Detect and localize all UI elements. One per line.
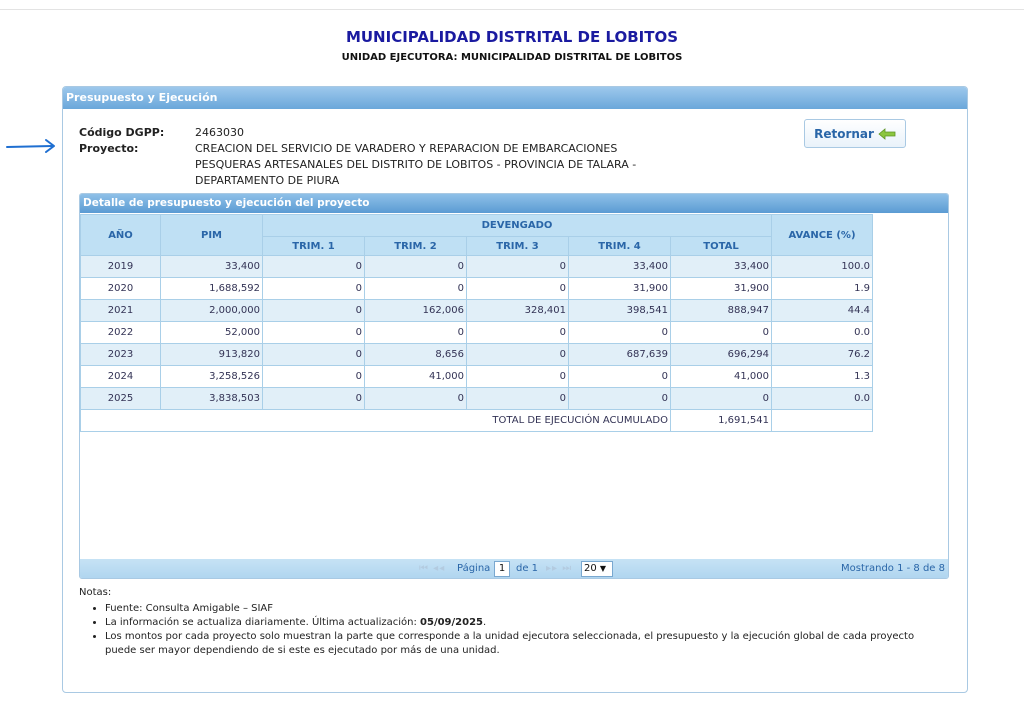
return-label: Retornar xyxy=(814,126,874,141)
cell-total: 888,947 xyxy=(671,300,772,322)
total-label: TOTAL DE EJECUCIÓN ACUMULADO xyxy=(81,410,671,432)
cell-avance: 44.4 xyxy=(772,300,873,322)
codigo-value: 2463030 xyxy=(195,126,244,139)
cell-trim3: 0 xyxy=(467,388,569,410)
cell-anio: 2019 xyxy=(81,256,161,278)
budget-panel xyxy=(62,86,968,693)
notes-section xyxy=(79,586,939,658)
total-row xyxy=(81,410,873,432)
cell-anio: 2020 xyxy=(81,278,161,300)
cell-trim4: 0 xyxy=(569,322,671,344)
cell-trim3: 0 xyxy=(467,344,569,366)
detail-grid xyxy=(79,193,949,579)
cell-pim: 913,820 xyxy=(161,344,263,366)
col-trim2: TRIM. 2 xyxy=(365,237,467,256)
cell-anio: 2021 xyxy=(81,300,161,322)
table-row[interactable] xyxy=(81,388,873,410)
detail-title: Detalle de presupuesto y ejecución del proyecto xyxy=(80,194,948,213)
col-avance: AVANCE (%) xyxy=(772,215,873,256)
page-title: MUNICIPALIDAD DISTRITAL DE LOBITOS xyxy=(345,28,679,46)
notes-title: Notas: xyxy=(79,587,112,598)
proyecto-label: Proyecto: xyxy=(79,142,139,155)
cell-trim3: 0 xyxy=(467,322,569,344)
cell-avance: 100.0 xyxy=(772,256,873,278)
cell-trim2: 0 xyxy=(365,388,467,410)
pager-bar xyxy=(80,559,949,579)
page-input[interactable]: 1 xyxy=(494,561,510,577)
cell-pim: 3,838,503 xyxy=(161,388,263,410)
cell-trim1: 0 xyxy=(263,300,365,322)
page-label: Página xyxy=(457,563,491,574)
cell-trim4: 687,639 xyxy=(569,344,671,366)
page-count: de 1 xyxy=(516,563,539,574)
cell-trim2: 162,006 xyxy=(365,300,467,322)
cell-trim2: 8,656 xyxy=(365,344,467,366)
table-row[interactable] xyxy=(81,366,873,388)
col-pim: PIM xyxy=(161,215,263,256)
page-size-value: 20 xyxy=(584,563,597,574)
table-row[interactable] xyxy=(81,344,873,366)
col-anio: AÑO xyxy=(81,215,161,256)
back-arrow-icon xyxy=(878,128,896,140)
cell-anio: 2023 xyxy=(81,344,161,366)
col-devengado: DEVENGADO xyxy=(263,215,772,237)
cell-total: 41,000 xyxy=(671,366,772,388)
cell-total: 31,900 xyxy=(671,278,772,300)
note-item: • Los montos por cada proyecto solo muestran la parte que corresponde a la unidad ejecutora seleccionada, el presupuesto y la ejecución global de cada proyecto puede ser mayor dependiendo de si este es ejecutado por más de una unidad. xyxy=(105,630,939,658)
page-size-select[interactable] xyxy=(581,561,613,577)
cell-anio: 2025 xyxy=(81,388,161,410)
col-trim3: TRIM. 3 xyxy=(467,237,569,256)
page-subtitle: UNIDAD EJECUTORA: MUNICIPALIDAD DISTRITAL DE LOBITOS xyxy=(341,52,683,63)
cell-trim3: 0 xyxy=(467,256,569,278)
cell-trim4: 33,400 xyxy=(569,256,671,278)
cell-anio: 2024 xyxy=(81,366,161,388)
cell-trim2: 0 xyxy=(365,278,467,300)
cell-pim: 33,400 xyxy=(161,256,263,278)
cell-total: 0 xyxy=(671,388,772,410)
table-row[interactable] xyxy=(81,278,873,300)
cell-trim1: 0 xyxy=(263,344,365,366)
cell-pim: 52,000 xyxy=(161,322,263,344)
top-divider xyxy=(0,9,1024,10)
note-text: La información se actualiza diariamente. Última actualización: xyxy=(105,617,417,628)
table-row[interactable] xyxy=(81,322,873,344)
return-button[interactable] xyxy=(804,119,906,148)
cell-trim3: 0 xyxy=(467,366,569,388)
cell-trim3: 328,401 xyxy=(467,300,569,322)
cell-avance: 1.9 xyxy=(772,278,873,300)
budget-table xyxy=(80,214,873,432)
cell-trim4: 0 xyxy=(569,366,671,388)
table-row[interactable] xyxy=(81,256,873,278)
proyecto-value: CREACION DEL SERVICIO DE VARADERO Y REPARACION DE EMBARCACIONES PESQUERAS ARTESANALES DEL DISTRITO DE LOBITOS - PROVINCIA DE TALARA - DEPARTAMENTO DE PIURA xyxy=(195,142,637,187)
col-total: TOTAL xyxy=(671,237,772,256)
col-trim4: TRIM. 4 xyxy=(569,237,671,256)
cell-trim2: 0 xyxy=(365,322,467,344)
cell-avance: 0.0 xyxy=(772,388,873,410)
cell-pim: 3,258,526 xyxy=(161,366,263,388)
note-item: • La información se actualiza diariamente. Última actualización: 05/09/2025. xyxy=(105,616,939,630)
cell-trim3: 0 xyxy=(467,278,569,300)
cell-trim2: 41,000 xyxy=(365,366,467,388)
table-row[interactable] xyxy=(81,300,873,322)
cell-total: 0 xyxy=(671,322,772,344)
first-prev-page-icon[interactable]: ⏮ ◂◂ xyxy=(419,563,446,574)
update-date: 05/09/2025 xyxy=(420,617,483,628)
col-trim1: TRIM. 1 xyxy=(263,237,365,256)
cell-trim2: 0 xyxy=(365,256,467,278)
total-avance-empty xyxy=(772,410,873,432)
cell-total: 33,400 xyxy=(671,256,772,278)
cell-pim: 1,688,592 xyxy=(161,278,263,300)
cell-anio: 2022 xyxy=(81,322,161,344)
cell-avance: 1.3 xyxy=(772,366,873,388)
cell-total: 696,294 xyxy=(671,344,772,366)
cell-avance: 0.0 xyxy=(772,322,873,344)
arrow-annotation-icon xyxy=(6,137,62,157)
panel-title: Presupuesto y Ejecución xyxy=(63,87,967,109)
cell-trim1: 0 xyxy=(263,388,365,410)
cell-trim1: 0 xyxy=(263,366,365,388)
cell-pim: 2,000,000 xyxy=(161,300,263,322)
cell-trim4: 0 xyxy=(569,388,671,410)
cell-avance: 76.2 xyxy=(772,344,873,366)
cell-trim1: 0 xyxy=(263,322,365,344)
chevron-down-icon: ▼ xyxy=(599,564,607,573)
next-last-page-icon[interactable]: ▸▸ ⏭ xyxy=(546,563,573,574)
cell-trim1: 0 xyxy=(263,278,365,300)
showing-text: Mostrando 1 - 8 de 8 xyxy=(840,563,945,574)
cell-trim4: 31,900 xyxy=(569,278,671,300)
total-value: 1,691,541 xyxy=(671,410,772,432)
project-info xyxy=(79,125,675,189)
codigo-label: Código DGPP: xyxy=(79,126,165,139)
cell-trim1: 0 xyxy=(263,256,365,278)
cell-trim4: 398,541 xyxy=(569,300,671,322)
note-item: • Fuente: Consulta Amigable – SIAF xyxy=(105,602,939,616)
